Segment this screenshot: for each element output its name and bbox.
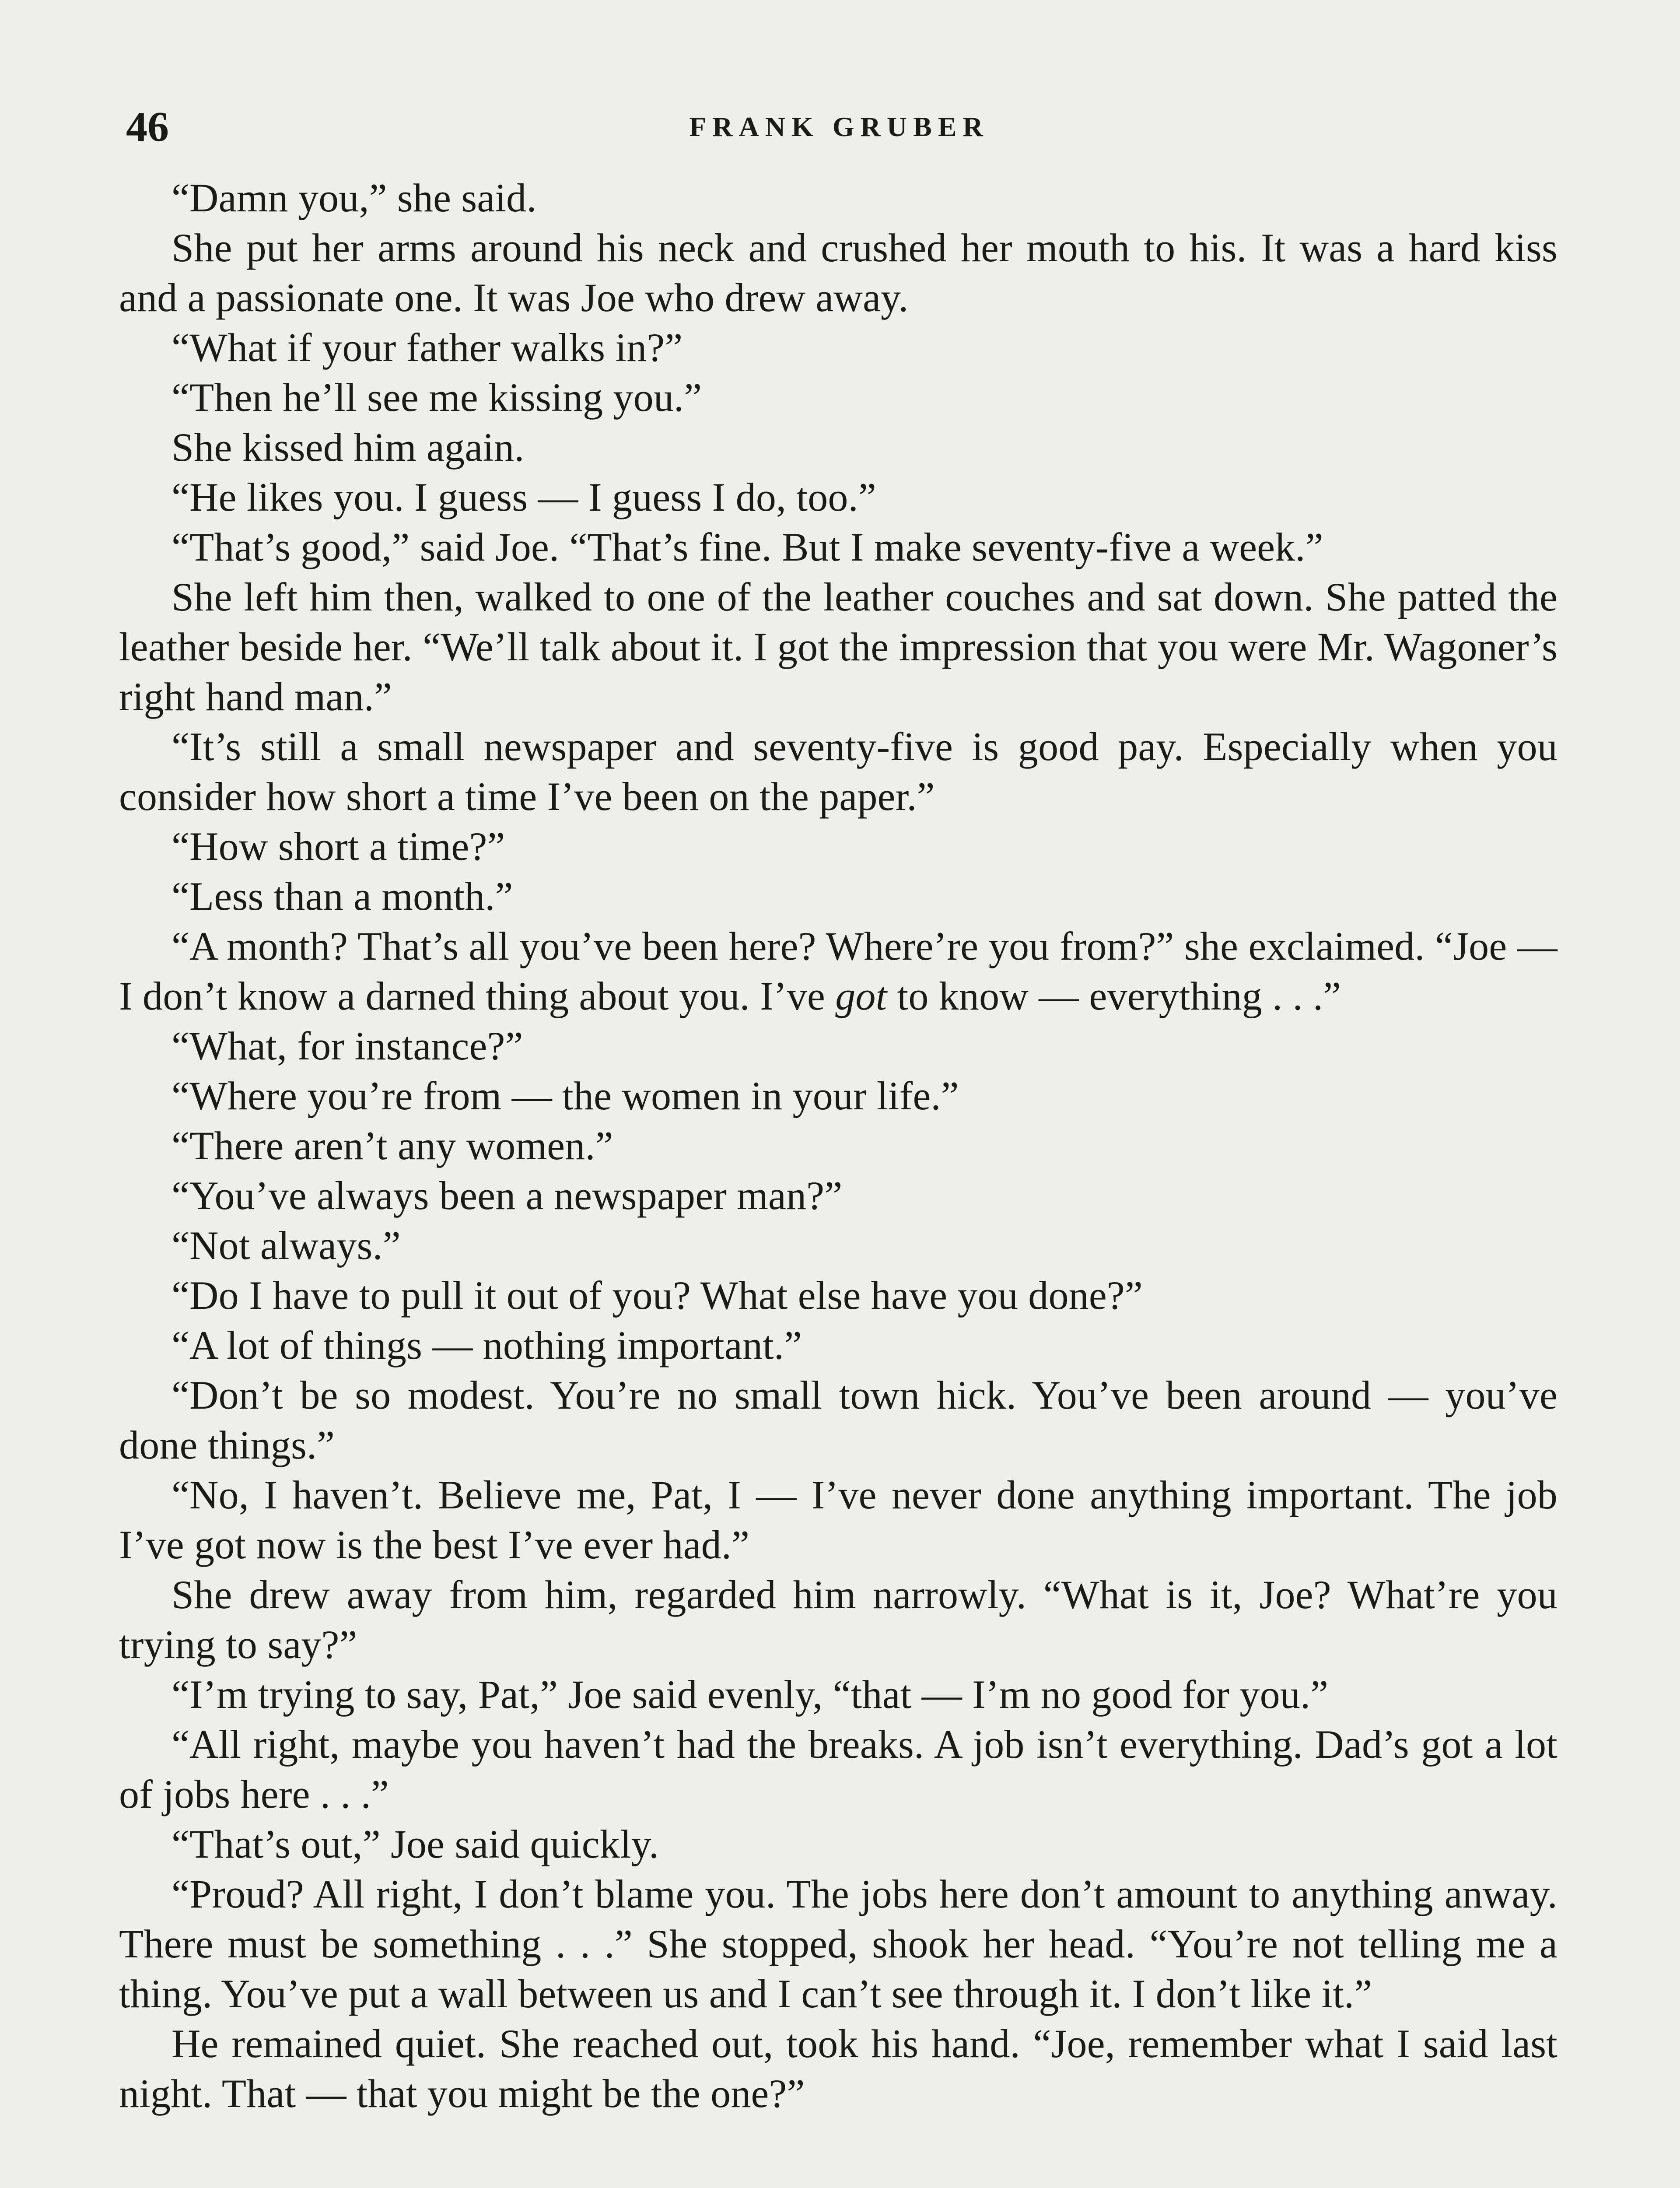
paragraph: “Not always.” [172,1223,401,1268]
paragraph-with-emphasis [119,921,1558,1021]
paragraph: “It’s still a small newspaper and seventy-five is good pay. Especially when you consider how short a time I’ve been on the paper.” [119,724,1558,819]
paragraph: “Proud? All right, I don’t blame you. The jobs here don’t amount to anything anway. There must be something . . .” She stopped, shook her head. “You’re not telling me a thing. You’ve put a wall between us and I can’t see through it. I don’t like it.” [119,1872,1558,2016]
paragraph: “That’s good,” said Joe. “That’s fine. But I make seventy-five a week.” [172,525,1323,569]
paragraph-text: “A month? That’s all you’ve been here? Where’re you from?” she exclaimed. “Joe — I don’t know a darned thing about you. I’ve [119,924,1558,1018]
page-number: 46 [126,103,169,151]
paragraph: “There aren’t any women.” [172,1123,613,1168]
paragraph: “Do I have to pull it out of you? What else have you done?” [172,1273,1143,1318]
paragraph: “Then he’ll see me kissing you.” [172,375,702,420]
paragraph: She kissed him again. [172,425,525,470]
paragraph: She drew away from him, regarded him narrowly. “What is it, Joe? What’re you trying to say?” [119,1572,1558,1667]
paragraph: She left him then, walked to one of the leather couches and sat down. She patted the leather beside her. “We’ll talk about it. I got the impression that you were Mr. Wagoner’s right hand man.” [119,575,1558,719]
paragraph: “I’m trying to say, Pat,” Joe said evenly, “that — I’m no good for you.” [172,1672,1329,1717]
body-text [119,173,1558,2118]
paragraph: He remained quiet. She reached out, took his hand. “Joe, remember what I said last night. That — that you might be the one?” [119,2021,1558,2116]
paragraph: She put her arms around his neck and crushed her mouth to his. It was a hard kiss and a passionate one. It was Joe who drew away. [119,225,1558,320]
paragraph: “You’ve always been a newspaper man?” [172,1173,843,1218]
paragraph: “No, I haven’t. Believe me, Pat, I — I’ve never done anything important. The job I’ve got now is the best I’ve ever had.” [119,1473,1558,1567]
emphasized-word: got [835,974,887,1018]
paragraph: “Where you’re from — the women in your life.” [172,1073,959,1118]
running-head: FRANK GRUBER [689,111,989,142]
paragraph-text: to know — everything . . .” [887,974,1341,1018]
paragraph: “Less than a month.” [172,874,513,919]
paragraph: “A lot of things — nothing important.” [172,1323,802,1368]
paragraph: “That’s out,” Joe said quickly. [172,1822,659,1866]
paragraph: “How short a time?” [172,824,505,869]
paragraph: “What if your father walks in?” [172,325,683,370]
paragraph: “Don’t be so modest. You’re no small town hick. You’ve been around — you’ve done things.” [119,1373,1558,1467]
paragraph: “He likes you. I guess — I guess I do, too.” [172,475,876,519]
paragraph: “What, for instance?” [172,1024,523,1068]
page-header [126,98,1552,155]
paragraph: “All right, maybe you haven’t had the breaks. A job isn’t everything. Dad’s got a lot of jobs here . . .” [119,1722,1558,1816]
paragraph: “Damn you,” she said. [172,175,537,220]
